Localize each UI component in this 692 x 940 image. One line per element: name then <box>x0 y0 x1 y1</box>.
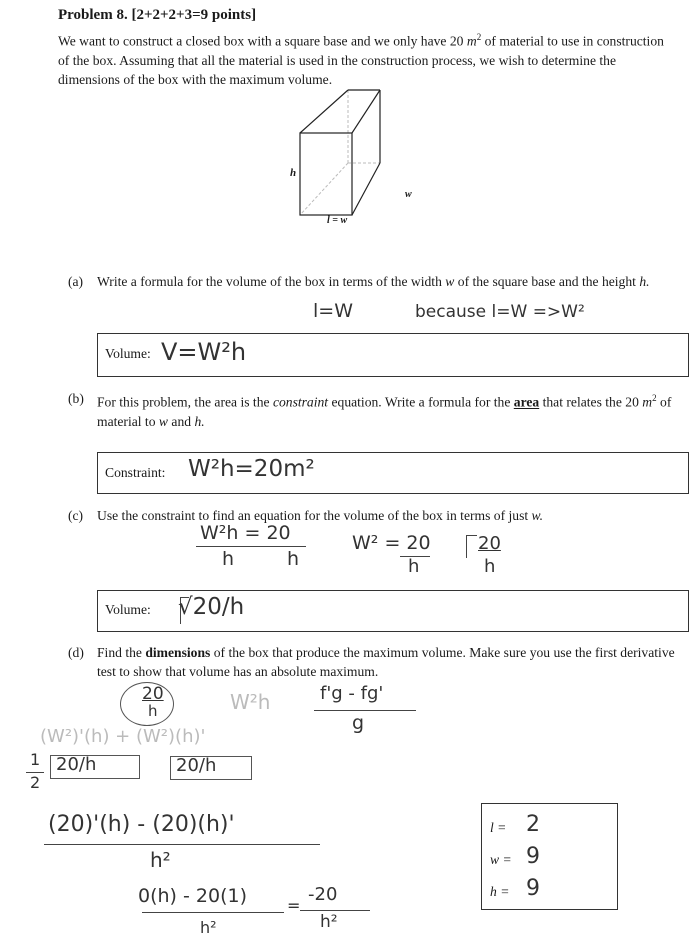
work-sqrt-den: h <box>148 702 158 720</box>
part-c-work-bar <box>196 546 306 547</box>
part-b-exp: 2 <box>652 393 657 403</box>
part-b-box-label: Constraint: <box>105 465 166 480</box>
part-a-var-h: h. <box>639 274 650 289</box>
part-d-question <box>97 643 677 681</box>
answer-w-value: 9 <box>526 844 540 869</box>
part-c-work-sqrt-den: h <box>484 556 496 577</box>
work-line5-rhs-den: h² <box>320 912 338 932</box>
dimensions-answer-box[interactable] <box>481 803 618 910</box>
problem-points: [2+2+2+3=9 points] <box>131 7 257 23</box>
part-a-box-answer: V=W²h <box>161 338 247 366</box>
intro-exp: 2 <box>476 32 482 42</box>
work-line5-rhs-num: -20 <box>308 884 338 905</box>
part-a-note-1: l=W <box>313 300 353 322</box>
part-c-work-sqrt-num: 20 <box>478 533 501 554</box>
part-c-work-eq2-den: h <box>408 556 420 577</box>
intro-text-2: of material to use in construction of the box. Assuming that all the material is used in the construction process, we wish to determine the dimensions of the box with the maximum volume. <box>58 33 664 87</box>
work-line5-bar <box>142 912 284 913</box>
work-line5: 0(h) - 20(1) <box>138 885 247 907</box>
part-b-question <box>97 389 677 431</box>
part-b-answer-box[interactable] <box>97 452 689 494</box>
answer-l-value: 2 <box>526 812 540 837</box>
part-c-work-den-a: h <box>222 548 235 570</box>
part-d-text-1: Find the <box>97 645 142 660</box>
part-b-area-word: area <box>513 394 540 410</box>
part-a-text-2: of the square base and the height <box>457 274 636 289</box>
diagram-w-label: w <box>405 189 412 200</box>
part-c-box-answer: √20/h <box>178 594 245 620</box>
work-line3a: 20/h <box>56 754 97 775</box>
part-b-text-2: equation. Write a formula for the <box>331 394 511 410</box>
part-b-text-5: and <box>171 413 192 429</box>
part-a-note-2: because l=W =>W² <box>415 302 585 322</box>
work-product-rule: (W²)'(h) + (W²)(h)' <box>40 726 206 747</box>
work-line5-rhs-bar <box>300 910 370 911</box>
intro-unit: m <box>466 33 477 49</box>
diagram-lw-label: l = w <box>327 215 348 226</box>
work-line5-den: h² <box>200 918 217 937</box>
part-c-question <box>97 506 677 525</box>
part-d-dimensions-word: dimensions <box>145 645 211 660</box>
answer-h-value: 9 <box>526 876 540 901</box>
problem-title <box>58 7 256 24</box>
part-a-answer-box[interactable] <box>97 333 689 377</box>
box-drawing <box>285 85 405 230</box>
work-line4: (20)'(h) - (20)(h)' <box>48 812 235 837</box>
part-a-box-label: Volume: <box>105 346 151 361</box>
part-b-text-4: of material to <box>97 394 672 429</box>
part-b-text-1: For this problem, the area is the <box>97 394 270 410</box>
part-b-text-3: that relates the 20 <box>542 394 639 410</box>
answer-l-label: l = <box>490 820 507 835</box>
box-diagram <box>285 85 412 235</box>
part-b-box-answer: W²h=20m² <box>188 456 315 482</box>
work-quot-den: g <box>352 712 365 734</box>
part-c-work-den-b: h <box>287 548 300 570</box>
intro-text-1: We want to construct a closed box with a square base and we only have 20 <box>58 33 464 49</box>
work-line3b: 20/h <box>176 755 217 776</box>
work-quot-bar <box>314 710 416 711</box>
part-b-constraint-word: constraint <box>272 394 329 410</box>
part-b-label: (b) <box>68 391 84 406</box>
part-c-work-sqrt-sign <box>466 535 477 558</box>
problem-label: Problem 8. <box>58 7 128 23</box>
part-c-work-num: W²h = 20 <box>200 522 291 544</box>
part-c-label: (c) <box>68 508 84 523</box>
diagram-h-label: h <box>290 167 297 179</box>
part-a-question <box>97 272 677 291</box>
work-quot-num: f'g - fg' <box>320 683 384 704</box>
answer-w-label: w = <box>490 852 512 867</box>
part-c-work-eq2: W² = 20 <box>352 532 431 554</box>
work-line5-eq: = <box>287 896 301 915</box>
part-a-var-w: w <box>445 274 455 289</box>
part-b-var-h: h. <box>194 413 205 429</box>
problem-intro <box>58 28 673 89</box>
part-c-box-label: Volume: <box>105 602 151 617</box>
work-w2h: W²h <box>230 690 271 714</box>
part-d-text-2: of the box that produce the maximum volume. Make sure you use the first derivative test to show that volume has an absolute maximum. <box>97 645 675 679</box>
part-b-unit: m <box>642 394 653 410</box>
work-half-den: 2 <box>30 773 41 792</box>
part-c-answer-box[interactable] <box>97 590 689 632</box>
part-a-text-1: Write a formula for the volume of the box in terms of the width <box>97 274 442 289</box>
part-c-var-w: w. <box>531 508 544 523</box>
work-line4-bar <box>44 844 320 845</box>
part-b-var-w: w <box>158 413 168 429</box>
answer-h-label: h = <box>490 884 510 899</box>
part-a-label: (a) <box>68 274 84 289</box>
work-half-num: 1 <box>30 750 41 769</box>
part-c-text: Use the constraint to find an equation for the volume of the box in terms of just <box>97 508 529 523</box>
work-sqrt-num: 20 <box>142 684 164 704</box>
work-line4-den: h² <box>150 848 171 872</box>
part-d-label: (d) <box>68 645 84 660</box>
